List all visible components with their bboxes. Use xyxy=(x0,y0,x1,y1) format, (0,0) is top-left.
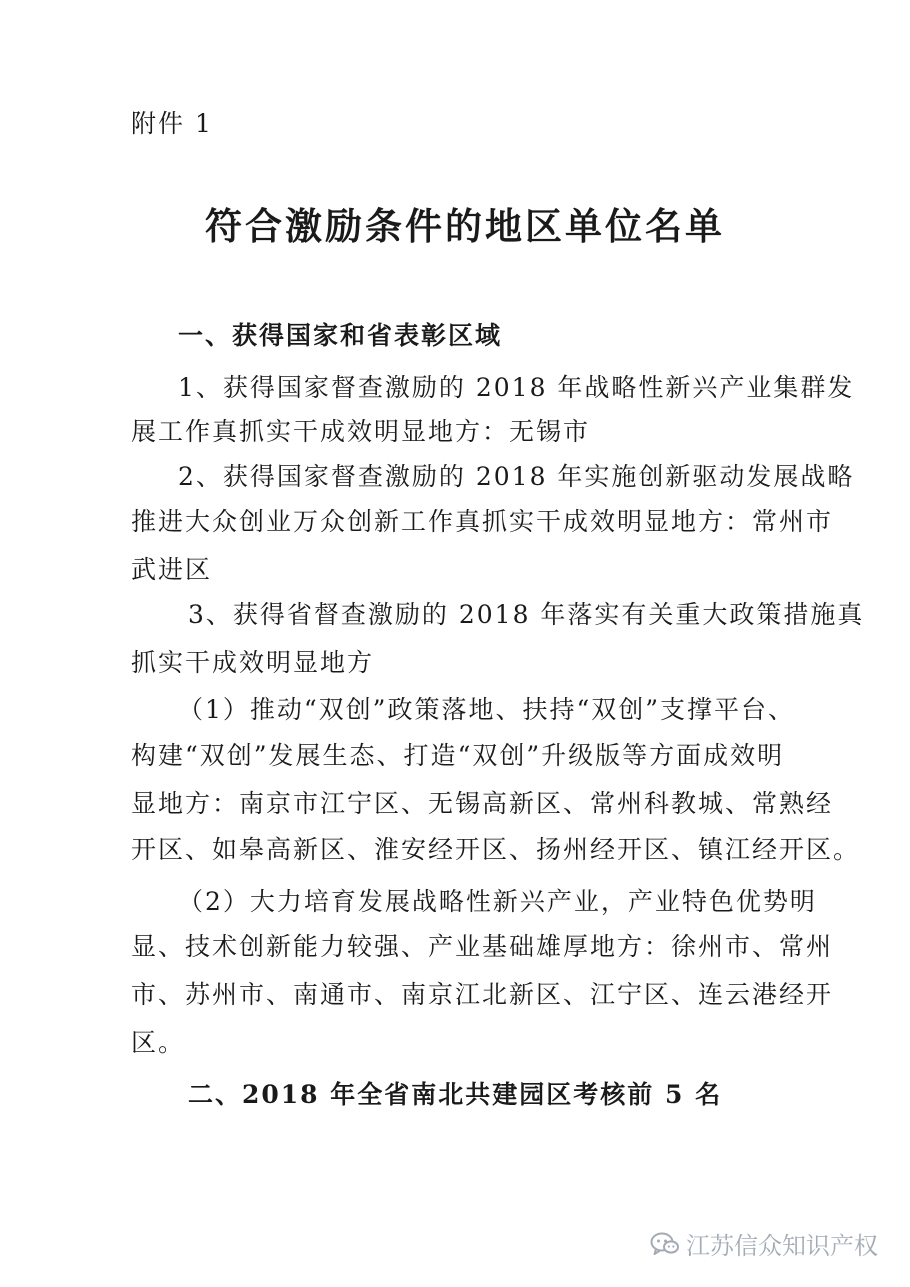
body-line: 区。 xyxy=(131,1028,186,1057)
watermark-text: 江苏信众知识产权 xyxy=(686,1232,878,1260)
watermark xyxy=(650,1226,878,1261)
body-line: 1、获得国家督查激励的 2018 年战略性新兴产业集群发 xyxy=(178,373,855,402)
body-line: 开区、如皋高新区、淮安经开区、扬州经开区、镇江经开区。 xyxy=(131,835,861,864)
body-line: 显地方：南京市江宁区、无锡高新区、常州科教城、常熟经 xyxy=(131,789,834,818)
body-line: 市、苏州市、南通市、南京江北新区、江宁区、连云港经开 xyxy=(131,980,834,1009)
attachment-label: 附件 1 xyxy=(131,109,213,138)
document-title: 符合激励条件的地区单位名单 xyxy=(205,204,725,248)
body-line: 展工作真抓实干成效明显地方：无锡市 xyxy=(131,417,591,446)
body-line: 抓实干成效明显地方 xyxy=(131,648,375,677)
body-line: 2、获得国家督查激励的 2018 年实施创新驱动发展战略 xyxy=(178,462,855,491)
body-line: （2）大力培育发展战略性新兴产业，产业特色优势明 xyxy=(178,887,817,916)
body-line: 推进大众创业万众创新工作真抓实干成效明显地方：常州市 xyxy=(131,507,834,536)
body-line: 3、获得省督查激励的 2018 年落实有关重大政策措施真 xyxy=(188,600,865,629)
section-heading-1: 一、获得国家和省表彰区域 xyxy=(178,321,503,350)
section-heading-2: 二、2018 年全省南北共建园区考核前 5 名 xyxy=(188,1080,723,1109)
body-line: （1）推动“双创”政策落地、扶持“双创”支撑平台、 xyxy=(178,695,796,724)
body-line: 显、技术创新能力较强、产业基础雄厚地方：徐州市、常州 xyxy=(131,932,834,961)
body-line: 构建“双创”发展生态、打造“双创”升级版等方面成效明 xyxy=(131,741,785,770)
body-line: 武进区 xyxy=(131,555,213,584)
wechat-icon xyxy=(650,1231,680,1257)
